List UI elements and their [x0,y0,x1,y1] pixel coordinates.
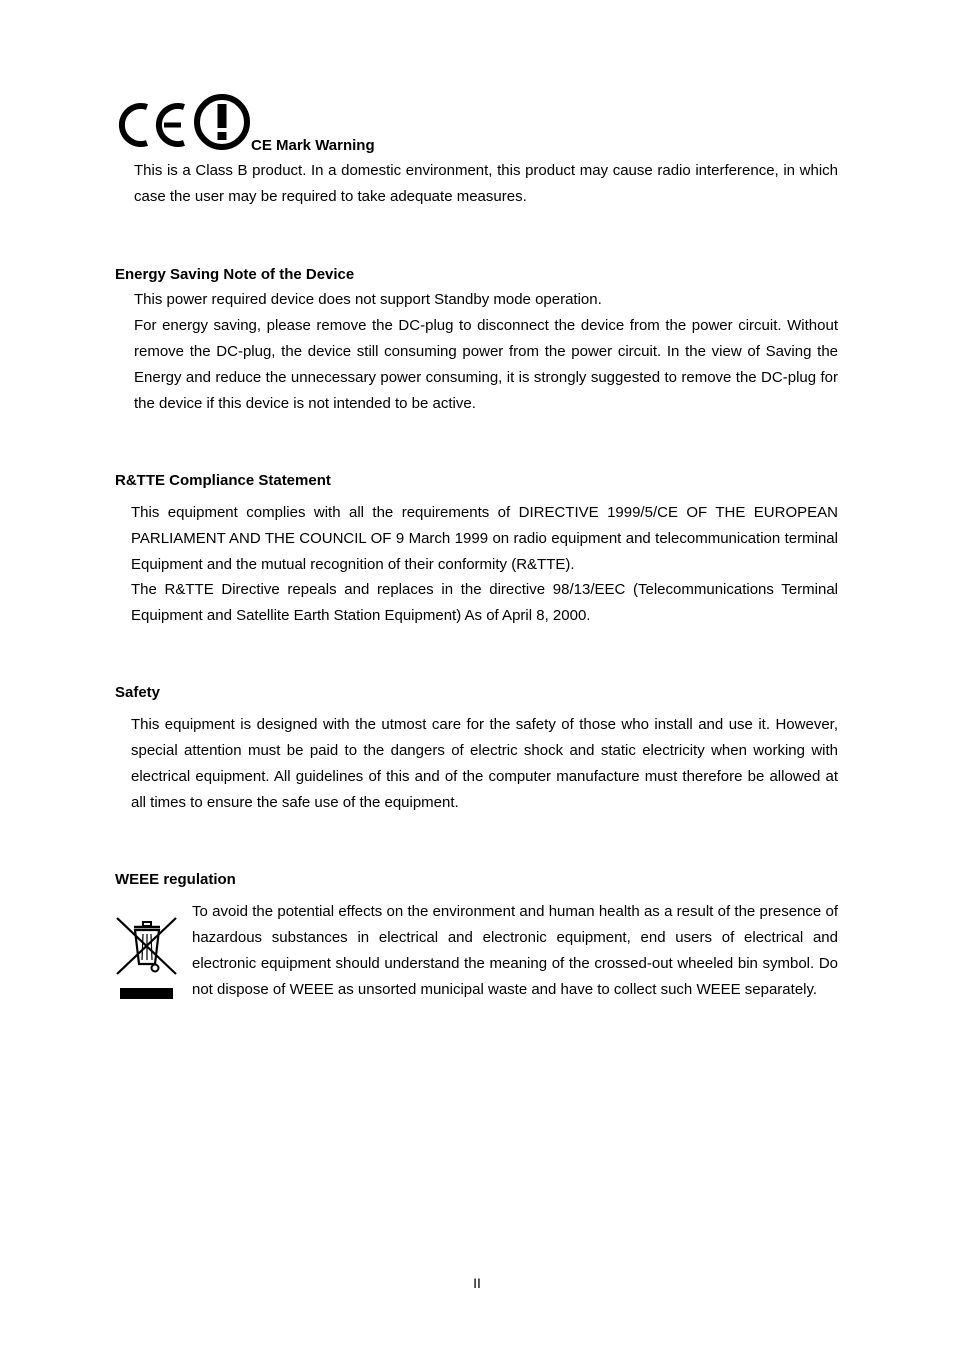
weee-section-title: WEEE regulation [115,871,236,888]
safety-body: This equipment is designed with the utmost care for the safety of those who install and use it. However, special attention must be paid to the dangers of electric shock and static electricity when working with electrical equipment. All guidelines of this and of the computer manufacture must therefore be allowed at all times to ensure the safe use of the equipment. [131,716,838,811]
ce-body: This is a Class B product. In a domestic environment, this product may cause radio interference, in which case the user may be required to take adequate measures. [134,162,838,205]
crossed-out-wheeled-bin-icon [114,914,180,1004]
rtte-section-title: R&TTE Compliance Statement [115,472,331,489]
energy-section-title: Energy Saving Note of the Device [115,266,355,283]
weee-body: To avoid the potential effects on the environment and human health as a result of the presence of hazardous substances in electrical and electronic equipment, end users of electrical and electronic equipment should understand the meaning of the crossed-out wheeled bin symbol. Do not dispose of WEEE as unsorted municipal waste and have to collect such WEEE separately. [192,903,838,998]
ce-alert-logo-icon [114,93,254,153]
ce-section-title: CE Mark Warning [251,137,375,154]
safety-section-title: Safety [115,684,161,701]
energy-p1: This power required device does not support Standby mode operation. [134,291,602,308]
page-number: II [473,1275,481,1291]
rtte-p2: The R&TTE Directive repeals and replaces in the directive 98/13/EEC (Telecommunications Terminal Equipment and Satellite Earth Station Equipment) As of April 8, 2000. [131,581,838,624]
energy-p2: For energy saving, please remove the DC-plug to disconnect the device from the power circuit. Without remove the DC-plug, the device still consuming power from the power circuit. In the view of Saving the Energy and reduce the unnecessary power consuming, it is strongly suggested to remove the DC-plug for the device if this device is not intended to be active. [134,317,838,412]
rtte-p1: This equipment complies with all the requirements of DIRECTIVE 1999/5/CE OF THE EUROPEAN PARLIAMENT AND THE COUNCIL OF 9 March 1999 on radio equipment and telecommunication terminal Equipment and the mutual recognition of their conformity (R&TTE). [131,504,838,573]
